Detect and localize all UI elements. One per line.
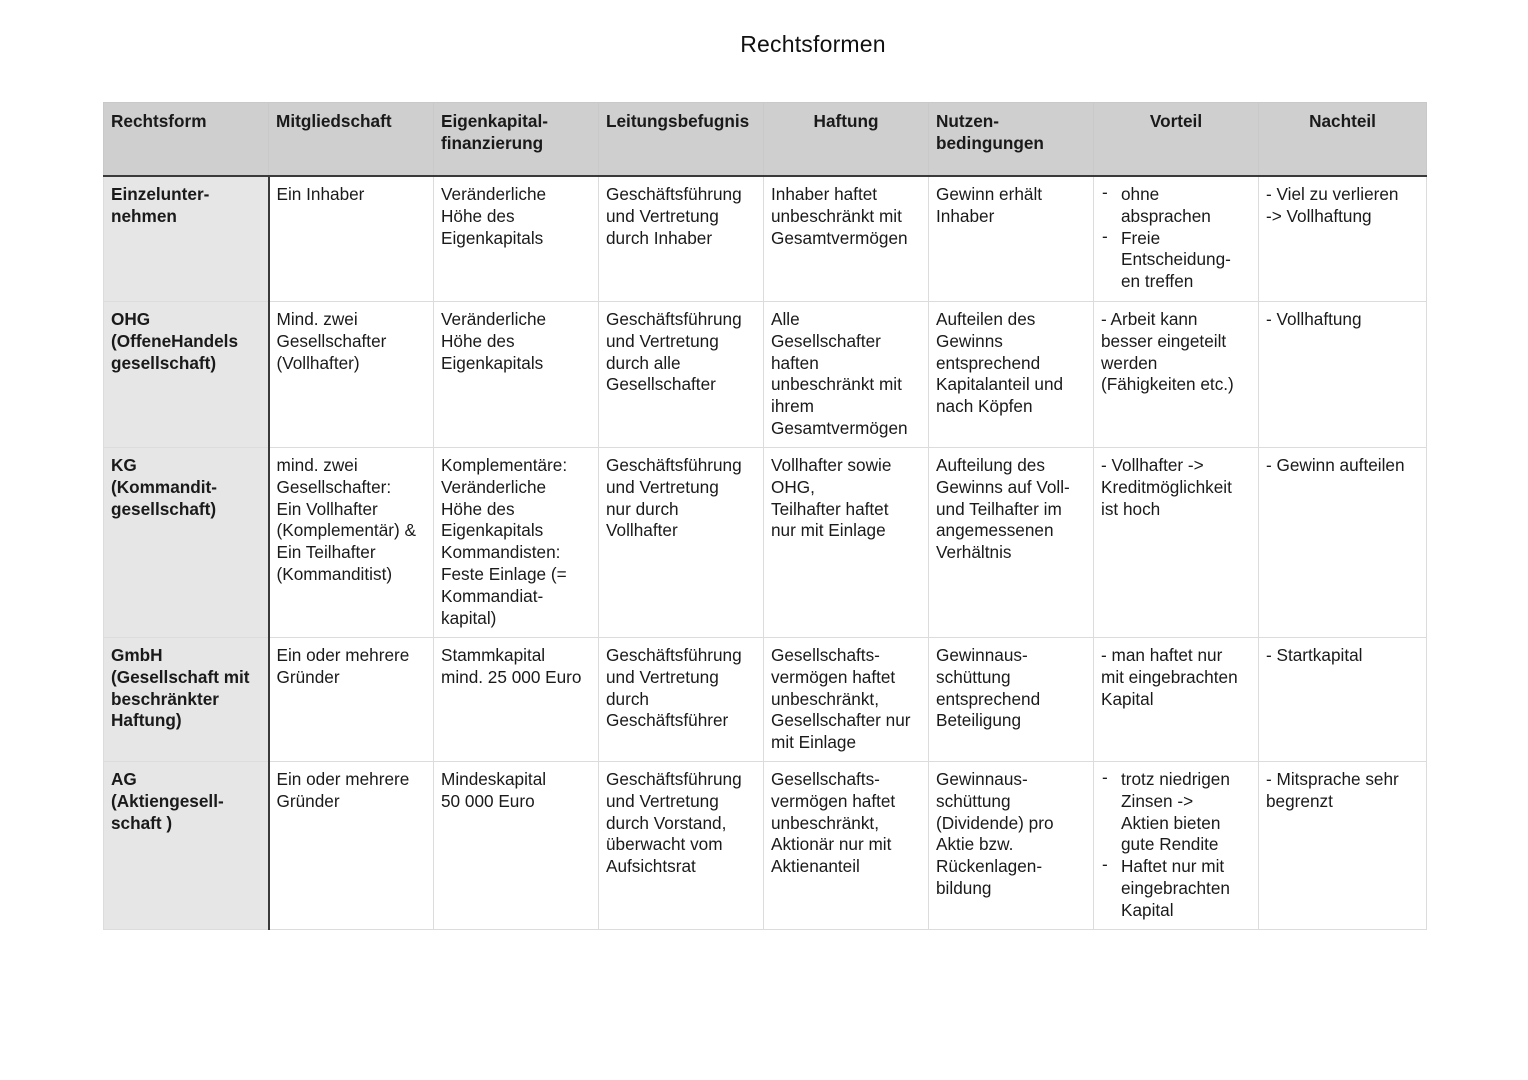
table-row	[104, 638, 1427, 762]
cell-nachteil: - Viel zu verlieren -> Vollhaftung	[1259, 176, 1427, 302]
cell-eigenkapital: Veränderliche Höhe des Eigenkapitals	[434, 302, 599, 448]
cell-nachteil: - Mitsprache sehr begrenzt	[1259, 762, 1427, 930]
cell-mitgliedschaft: Ein Inhaber	[269, 176, 434, 302]
cell-haftung: Gesellschafts- vermögen haftet unbeschränkt, Aktionär nur mit Aktienanteil	[764, 762, 929, 930]
row-rechtsform: Einzelunter- nehmen	[104, 176, 269, 302]
cell-mitgliedschaft: mind. zwei Gesellschafter: Ein Vollhafter (Komplementär) & Ein Teilhafter (Kommanditist)	[269, 448, 434, 638]
cell-vorteil	[1094, 176, 1259, 302]
cell-eigenkapital: Stammkapital mind. 25 000 Euro	[434, 638, 599, 762]
cell-leitung: Geschäftsführung und Vertretung durch Inhaber	[599, 176, 764, 302]
cell-vorteil: - Vollhafter -> Kreditmöglichkeit ist hoch	[1094, 448, 1259, 638]
cell-nachteil: - Vollhaftung	[1259, 302, 1427, 448]
cell-nutzen: Gewinnaus- schüttung entsprechend Beteiligung	[929, 638, 1094, 762]
cell-mitgliedschaft: Ein oder mehrere Gründer	[269, 638, 434, 762]
cell-nutzen: Gewinn erhält Inhaber	[929, 176, 1094, 302]
header-nutzenbedingungen: Nutzen- bedingungen	[929, 103, 1094, 177]
rechtsformen-table	[103, 102, 1427, 930]
vorteil-list	[1101, 769, 1251, 922]
cell-mitgliedschaft: Ein oder mehrere Gründer	[269, 762, 434, 930]
row-rechtsform: GmbH (Gesellschaft mit beschränkter Haftung)	[104, 638, 269, 762]
cell-leitung: Geschäftsführung und Vertretung durch Geschäftsführer	[599, 638, 764, 762]
header-eigenkapitalfinanzierung: Eigenkapital- finanzierung	[434, 103, 599, 177]
cell-leitung: Geschäftsführung und Vertretung durch alle Gesellschafter	[599, 302, 764, 448]
table-row	[104, 448, 1427, 638]
header-vorteil: Vorteil	[1094, 103, 1259, 177]
header-haftung: Haftung	[764, 103, 929, 177]
header-nachteil: Nachteil	[1259, 103, 1427, 177]
cell-haftung: Inhaber haftet unbeschränkt mit Gesamtvermögen	[764, 176, 929, 302]
cell-haftung: Alle Gesellschafter haften unbeschränkt mit ihrem Gesamtvermögen	[764, 302, 929, 448]
row-rechtsform: OHG (OffeneHandels gesellschaft)	[104, 302, 269, 448]
vorteil-list	[1101, 184, 1251, 293]
list-item: - trotz niedrigen Zinsen -> Aktien bieten gute Rendite	[1101, 769, 1251, 856]
cell-haftung: Gesellschafts- vermögen haftet unbeschränkt, Gesellschafter nur mit Einlage	[764, 638, 929, 762]
cell-vorteil	[1094, 762, 1259, 930]
table-row	[104, 762, 1427, 930]
table-row	[104, 176, 1427, 302]
list-item: - Freie Entscheidung- en treffen	[1101, 228, 1251, 293]
header-mitgliedschaft: Mitgliedschaft	[269, 103, 434, 177]
cell-vorteil: - Arbeit kann besser eingeteilt werden (Fähigkeiten etc.)	[1094, 302, 1259, 448]
cell-leitung: Geschäftsführung und Vertretung durch Vorstand, überwacht vom Aufsichtsrat	[599, 762, 764, 930]
table-row	[104, 302, 1427, 448]
cell-eigenkapital: Komplementäre: Veränderliche Höhe des Eigenkapitals Kommandisten: Feste Einlage (= Kommandiat- kapital)	[434, 448, 599, 638]
list-item: - ohne absprachen	[1101, 184, 1251, 228]
page-title: Rechtsformen	[740, 31, 886, 57]
row-rechtsform: AG (Aktiengesell- schaft )	[104, 762, 269, 930]
cell-nutzen: Gewinnaus- schüttung (Dividende) pro Aktie bzw. Rückenlagen- bildung	[929, 762, 1094, 930]
header-row	[104, 103, 1427, 177]
cell-nachteil: - Gewinn aufteilen	[1259, 448, 1427, 638]
cell-nachteil: - Startkapital	[1259, 638, 1427, 762]
cell-leitung: Geschäftsführung und Vertretung nur durch Vollhafter	[599, 448, 764, 638]
cell-haftung: Vollhafter sowie OHG, Teilhafter haftet nur mit Einlage	[764, 448, 929, 638]
row-rechtsform: KG (Kommandit- gesellschaft)	[104, 448, 269, 638]
cell-nutzen: Aufteilung des Gewinns auf Voll- und Teilhafter im angemessenen Verhältnis	[929, 448, 1094, 638]
header-rechtsform: Rechtsform	[104, 103, 269, 177]
list-item: - Haftet nur mit eingebrachten Kapital	[1101, 856, 1251, 921]
cell-vorteil: - man haftet nur mit eingebrachten Kapital	[1094, 638, 1259, 762]
cell-nutzen: Aufteilen des Gewinns entsprechend Kapitalanteil und nach Köpfen	[929, 302, 1094, 448]
cell-eigenkapital: Veränderliche Höhe des Eigenkapitals	[434, 176, 599, 302]
cell-eigenkapital: Mindeskapital 50 000 Euro	[434, 762, 599, 930]
cell-mitgliedschaft: Mind. zwei Gesellschafter (Vollhafter)	[269, 302, 434, 448]
header-leitungsbefugnis: Leitungsbefugnis	[599, 103, 764, 177]
